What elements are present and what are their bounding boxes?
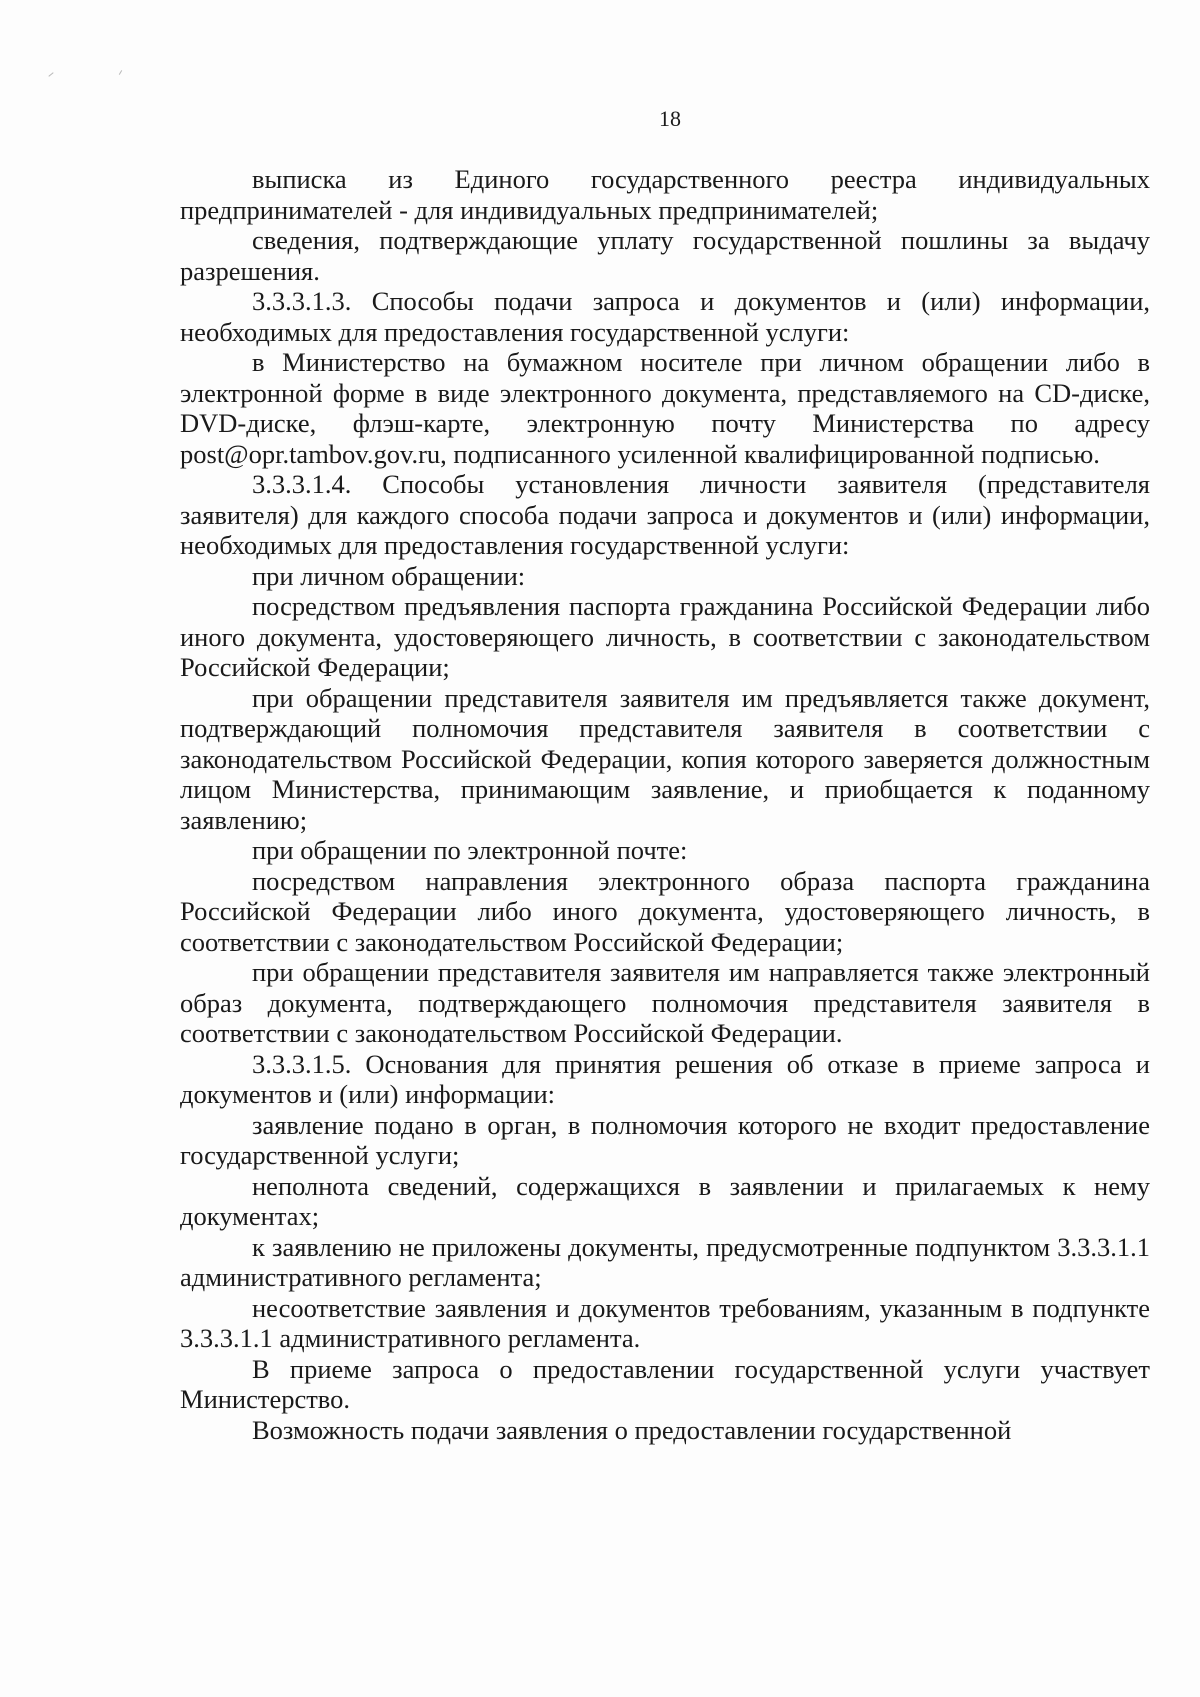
paragraph: несоответствие заявления и документов требованиям, указанным в подпункте 3.3.3.1.1 административного регламента. bbox=[180, 1292, 1150, 1353]
paragraph: при обращении представителя заявителя им направляется также электронный образ документа, подтверждающего полномочия представителя заявителя в соответствии с законодательством Российской Федерации. bbox=[180, 957, 1150, 1048]
paragraph: Возможность подачи заявления о предоставлении государственной bbox=[252, 1414, 1012, 1445]
paragraph: в Министерство на бумажном носителе при личном обращении либо в электронной форме в виде электронного документа, представляемого на CD-диске, DVD-диске, флэш-карте, электронную почту Министерства по адресу post@opr.tambov.gov.ru, подписанного усиленной квалифицированной подписью. bbox=[180, 347, 1150, 469]
page-number: 18 bbox=[659, 106, 681, 131]
paragraph: заявление подано в орган, в полномочия которого не входит предоставление государственной услуги; bbox=[180, 1109, 1150, 1170]
scan-artifact bbox=[119, 70, 122, 75]
paragraph: при обращении по электронной почте: bbox=[252, 835, 688, 865]
paragraph: посредством предъявления паспорта гражданина Российской Федерации либо иного документа, удостоверяющего личность, в соответствии с законодательством Российской Федерации; bbox=[180, 591, 1150, 682]
paragraph: 3.3.3.1.5. Основания для принятия решения об отказе в приеме запроса и документов и (или) информации: bbox=[180, 1048, 1150, 1109]
paragraph: неполнота сведений, содержащихся в заявлении и прилагаемых к нему документах; bbox=[180, 1170, 1150, 1231]
paragraph: 3.3.3.1.3. Способы подачи запроса и документов и (или) информации, необходимых для предоставления государственной услуги: bbox=[180, 286, 1150, 347]
paragraph: к заявлению не приложены документы, предусмотренные подпунктом 3.3.3.1.1 административного регламента; bbox=[180, 1231, 1150, 1292]
paragraph: 3.3.3.1.4. Способы установления личности заявителя (представителя заявителя) для каждого способа подачи запроса и документов и (или) информации, необходимых для предоставления государственной услуги: bbox=[180, 469, 1150, 560]
document-body bbox=[180, 164, 1150, 1445]
paragraph: выписка из Единого государственного реестра индивидуальных предпринимателей - для индивидуальных предпринимателей; bbox=[180, 164, 1150, 225]
paragraph: при личном обращении: bbox=[252, 560, 526, 591]
paragraph: сведения, подтверждающие уплату государственной пошлины за выдачу разрешения. bbox=[180, 225, 1150, 286]
scan-artifact bbox=[48, 72, 53, 77]
paragraph: посредством направления электронного образа паспорта гражданина Российской Федерации либо иного документа, удостоверяющего личность, в соответствии с законодательством Российской Федерации; bbox=[180, 865, 1150, 957]
paragraph: В приеме запроса о предоставлении государственной услуги участвует Министерство. bbox=[180, 1353, 1150, 1414]
paragraph: при обращении представителя заявителя им предъявляется также документ, подтверждающий полномочия представителя заявителя в соответствии с законодательством Российской Федерации, копия которого заверяется должностным лицом Министерства, принимающим заявление, и приобщается к поданному заявлению; bbox=[180, 682, 1150, 835]
